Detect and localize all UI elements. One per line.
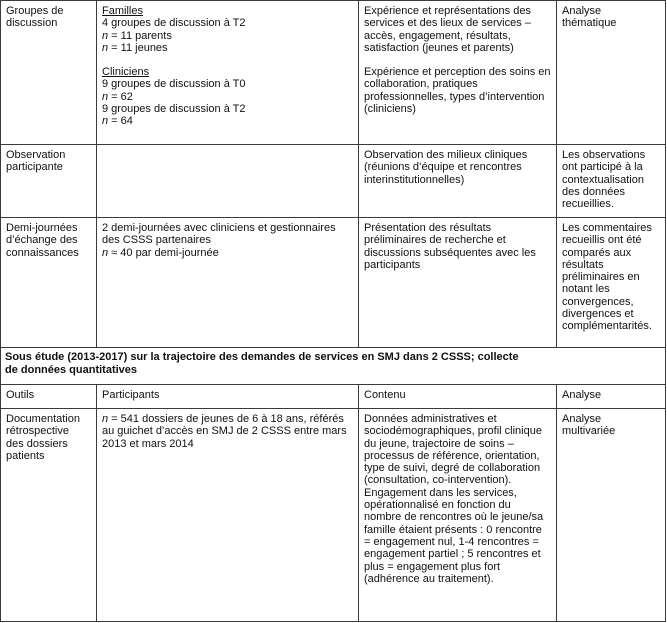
- cliniciens-line2: 9 groupes de discussion à T2: [102, 103, 246, 116]
- row4-tool-cell: [1, 409, 97, 622]
- row2-tool: Observation participante: [6, 149, 66, 174]
- header-contenu-label: Contenu: [364, 389, 406, 401]
- row2-content: Observation des milieux cliniques (réunions d’équipe et rencontres interinstitutionnelles): [364, 149, 528, 186]
- header-contenu: [359, 385, 557, 409]
- row2-analysis-cell: [557, 145, 666, 218]
- row1-content-p1: Expérience et représentations des services et des lieux de services – accès, engagement, résultats, satisfaction (jeunes et parents): [364, 5, 531, 54]
- row3-tool: Demi-journées d’échange des connaissances: [6, 222, 79, 259]
- row1-participants-cell: [97, 1, 359, 145]
- row4-analysis: Analyse multivariée: [562, 413, 616, 438]
- row4-content-cell: [359, 409, 557, 622]
- cliniciens-heading: Cliniciens: [102, 66, 150, 79]
- familles-n-jeunes: n = 11 jeunes: [102, 41, 168, 54]
- row2-tool-cell: [1, 145, 97, 218]
- row1-content-p2: Expérience et perception des soins en collaboration, pratiques professionnelles, types d’intervention (cliniciens): [364, 66, 551, 116]
- row4-analysis-cell: [557, 409, 666, 622]
- cliniciens-n1: n = 62: [102, 90, 133, 103]
- row3-content-cell: [359, 218, 557, 348]
- section-title: [0, 348, 666, 385]
- header-participants: [97, 385, 359, 409]
- row3-analysis-cell: [557, 218, 666, 348]
- row1-content-cell: [359, 1, 557, 145]
- row4-participants-cell: [97, 409, 359, 622]
- familles-heading: Familles: [102, 5, 143, 17]
- row3-analysis: Les commentaires recueillis ont été comparés aux résultats préliminaires en notant les convergences, divergences et complémentarités.: [562, 222, 652, 333]
- row1-analysis-cell: [557, 1, 666, 145]
- row4-participants: n = 541 dossiers de jeunes de 6 à 18 ans, référés au guichet d’accès en SMJ de 2 CSSS entre mars 2013 et mars 2014: [102, 413, 347, 450]
- row4-content-p1: Données administratives et sociodémographiques, profil clinique du jeune, trajectoire de soins – processus de référence, orientation, type de suivi, degré de collaboration (consultation, co-intervention).: [364, 413, 542, 487]
- row2-analysis: Les observations ont participé à la contextualisation des données recueillies.: [562, 149, 646, 211]
- header-participants-label: Participants: [102, 389, 160, 401]
- row3-participants-n: n ≈ 40 par demi-journée: [102, 246, 219, 259]
- header-analyse: [557, 385, 666, 409]
- header-analyse-label: Analyse: [562, 389, 602, 401]
- row2-content-cell: [359, 145, 557, 218]
- header-outils: [1, 385, 97, 409]
- row2-participants-cell: [97, 145, 359, 218]
- row4-content-p2: Engagement dans les services, opérationnalisé en fonction du nombre de rencontres où le jeune/sa famille étaient présents : 0 rencontre = engagement nul, 1-4 rencontres = engagement partiel ; 5 rencontres et plus = engagement plus fort (adhérence au traitement).: [364, 486, 544, 585]
- section-title-text: Sous étude (2013-2017) sur la trajectoire des demandes de services en SMJ dans 2 CSSS; collecte de données quantitatives: [5, 351, 519, 376]
- row1-tool-cell: [1, 1, 97, 145]
- header-outils-label: Outils: [6, 389, 35, 401]
- row3-participants-cell: [97, 218, 359, 348]
- familles-line1: 4 groupes de discussion à T2: [102, 17, 246, 30]
- row4-tool: Documentation rétrospective des dossiers patients: [6, 413, 80, 462]
- cliniciens-line1: 9 groupes de discussion à T0: [102, 78, 246, 91]
- cliniciens-n2: n = 64: [102, 115, 133, 128]
- row3-participants-line: 2 demi-journées avec cliniciens et gestionnaires des CSSS partenaires: [102, 222, 336, 247]
- row3-content: Présentation des résultats préliminaires de recherche et discussions subséquentes avec les participants: [364, 222, 536, 271]
- row3-tool-cell: [1, 218, 97, 348]
- row1-analysis: Analyse thématique: [562, 5, 617, 30]
- row1-tool: Groupes de discussion: [6, 5, 64, 30]
- familles-n-parents: n = 11 parents: [102, 29, 172, 42]
